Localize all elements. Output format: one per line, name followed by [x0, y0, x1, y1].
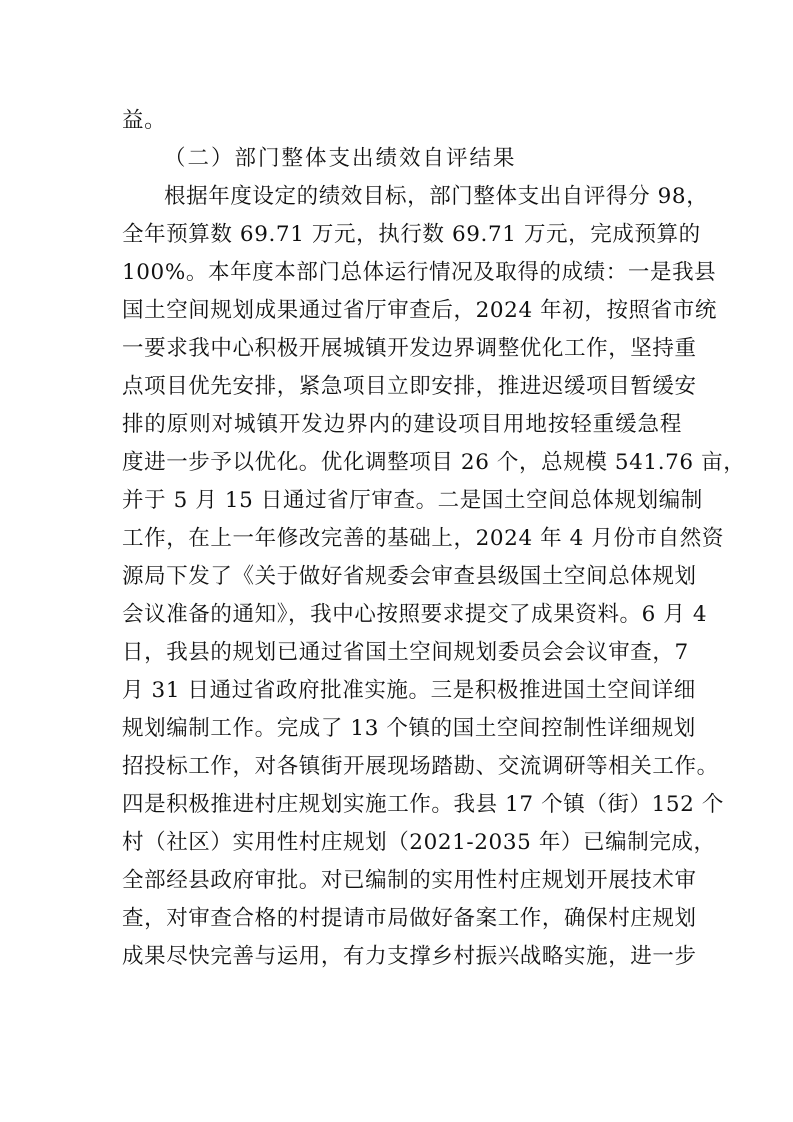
paragraph-line: 度进一步予以优化。优化调整项目 26 个，总规模 541.76 亩，: [122, 450, 746, 475]
paragraph-line: 国土空间规划成果通过省厅审查后，2024 年初，按照省市统: [122, 298, 717, 323]
paragraph-line: 招投标工作，对各镇街开展现场踏勘、交流调研等相关工作。: [122, 754, 719, 779]
paragraph-line: 全部经县政府审批。对已编制的实用性村庄规划开展技术审: [122, 868, 697, 893]
paragraph-line: 查，对审查合格的村提请市局做好备案工作，确保村庄规划: [122, 906, 697, 931]
paragraph-line: 工作，在上一年修改完善的基础上，2024 年 4 月份市自然资: [122, 526, 724, 551]
paragraph-line: 源局下发了《关于做好省规委会审查县级国土空间总体规划: [122, 564, 697, 589]
paragraph-line: 并于 5 月 15 日通过省厅审查。二是国土空间总体规划编制: [122, 488, 703, 513]
paragraph-line: 一要求我中心积极开展城镇开发边界调整优化工作，坚持重: [122, 336, 697, 361]
paragraph-line: 日，我县的规划已通过省国土空间规划委员会会议审查，7: [122, 640, 689, 665]
paragraph-line: 四是积极推进村庄规划实施工作。我县 17 个镇（街）152 个: [122, 792, 724, 817]
paragraph-line: 成果尽快完善与运用，有力支撑乡村振兴战略实施，进一步: [122, 944, 697, 969]
paragraph-line: 全年预算数 69.71 万元，执行数 69.71 万元，完成预算的: [122, 222, 701, 247]
text-line-continuation: 益。: [122, 108, 167, 133]
paragraph-line: 规划编制工作。完成了 13 个镇的国土空间控制性详细规划: [122, 716, 696, 741]
paragraph-line: 会议准备的通知》，我中心按照要求提交了成果资料。6 月 4: [122, 602, 708, 627]
paragraph-line: 村（社区）实用性村庄规划（2021-2035 年）已编制完成，: [122, 830, 716, 855]
paragraph-line: 排的原则对城镇开发边界内的建设项目用地按轻重缓急程: [122, 412, 682, 437]
section-heading: （二）部门整体支出绩效自评结果: [164, 146, 517, 171]
paragraph-line: 100%。本年度本部门总体运行情况及取得的成绩：一是我县: [122, 260, 717, 285]
paragraph-line: 点项目优先安排，紧急项目立即安排，推进迟缓项目暂缓安: [122, 374, 697, 399]
paragraph-line: 月 31 日通过省政府批准实施。三是积极推进国土空间详细: [122, 678, 696, 703]
paragraph-line: 根据年度设定的绩效目标，部门整体支出自评得分 98，: [164, 184, 709, 209]
